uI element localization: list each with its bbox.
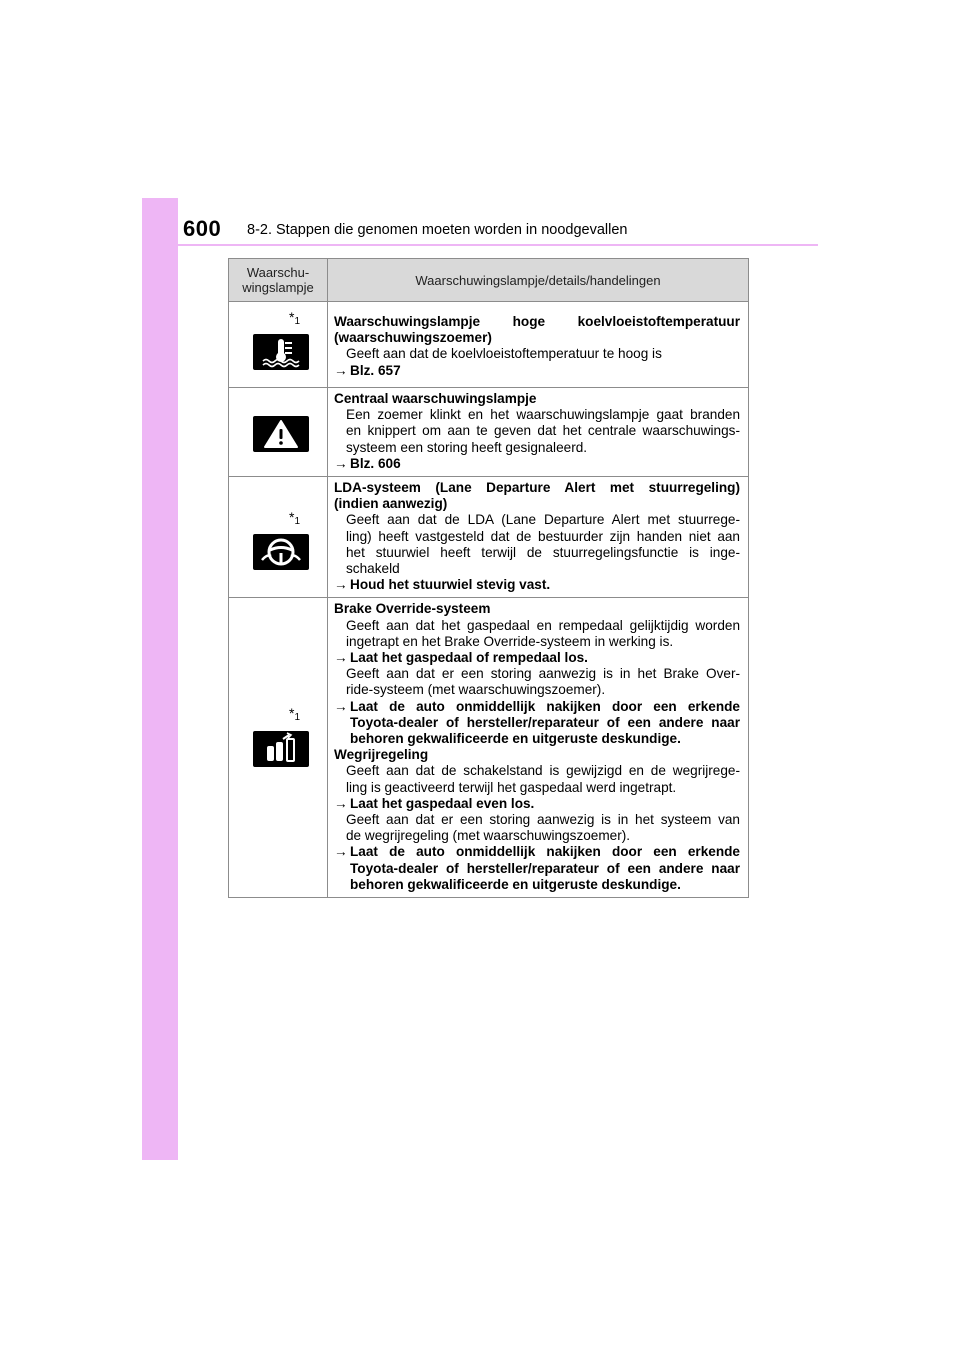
lamp-title: Wegrijregeling [334, 747, 429, 763]
lamp-text: Geeft aan dat de schakelstand is gewijzigd en de wegrijrege- [346, 763, 740, 779]
lamp-action: Toyota-dealer of hersteller/reparateur of een andere naar [350, 860, 740, 876]
section-title: 8-2. Stappen die genomen moeten worden in noodgevallen [247, 222, 628, 238]
lamp-cell [229, 598, 328, 898]
col-header-lamp: Waarschu- wingslampje [229, 259, 328, 302]
lamp-title: LDA-systeem (Lane Departure Alert met stuurregeling) [334, 480, 740, 496]
lamp-action: → Blz. 606 [334, 455, 401, 471]
lamp-text: ling) heeft vastgesteld dat de bestuurder zijn handen niet aan [346, 528, 740, 544]
table-row [229, 598, 749, 898]
lamp-action: → Laat de auto onmiddellijk nakijken door een erkende [334, 844, 740, 860]
lamp-title: Centraal waarschuwingslampje [334, 391, 537, 406]
lamp-action: → Laat het gaspedaal even los. [334, 795, 535, 811]
lamp-action: → Laat de auto onmiddellijk nakijken door een erkende [334, 698, 740, 714]
lamp-description [328, 598, 749, 898]
lamp-title: Brake Override-systeem [334, 601, 491, 617]
footnote-mark: $*_1$ [289, 705, 301, 724]
lamp-action: → Houd het stuurwiel stevig vast. [334, 577, 551, 593]
lamp-description [328, 388, 749, 477]
lamp-text: Geeft aan dat er een storing aanwezig is in het Brake Over- [346, 666, 740, 682]
lamp-text: Geeft aan dat de koelvloeistoftemperatuur te hoog is [346, 346, 662, 362]
header-rule [142, 244, 818, 246]
page-number: 600 [183, 216, 222, 241]
lamp-cell [229, 302, 328, 388]
lamp-action: behoren gekwalificeerde en uitgeruste deskundige. [350, 731, 681, 747]
lamp-text: systeem een storing heeft gesignaleerd. [346, 439, 588, 455]
table-row [229, 388, 749, 477]
lamp-text: ling is geactiveerd terwijl het gaspedaal werd ingetrapt. [346, 779, 677, 795]
lamp-description [328, 302, 749, 388]
lamp-text: en knippert om aan te geven dat het centrale waarschuwings- [346, 423, 740, 439]
col-header-details: Waarschuwingslampje/details/handelingen [328, 259, 749, 302]
lda-steering-wheel-icon [253, 534, 309, 570]
lamp-description [328, 477, 749, 598]
lamp-text: Geeft aan dat het gaspedaal en rempedaal gelijktijdig worden [346, 617, 740, 633]
warning-lamp-table [228, 258, 749, 898]
lamp-title: (indien aanwezig) [334, 496, 448, 512]
lamp-text: schakeld [346, 561, 400, 577]
lamp-text: de wegrijregeling (met waarschuwingszoemer). [346, 828, 631, 844]
lamp-title: Waarschuwingslampje hoge koelvloeistoftemperatuur [334, 314, 740, 329]
lamp-text: ride-systeem (met waarschuwingszoemer). [346, 682, 606, 698]
table-row [229, 302, 749, 388]
chapter-side-tab [142, 198, 178, 1160]
lamp-text: Een zoemer klinkt en het waarschuwingslampje gaat branden [346, 407, 740, 423]
footnote-mark: $*_1$ [289, 509, 301, 528]
table-row [229, 477, 749, 598]
table-header-row [229, 259, 749, 302]
footnote-mark: $*_1$ [289, 309, 301, 327]
lamp-text: Geeft aan dat er een storing aanwezig is in het systeem van [346, 812, 740, 828]
lamp-text: ingetrapt en het Brake Override-systeem in werking is. [346, 633, 674, 649]
lamp-action: → Blz. 657 [334, 362, 401, 378]
lamp-title: (waarschuwingszoemer) [334, 330, 492, 346]
lamp-text: Geeft aan dat de LDA (Lane Departure Alert met stuurrege- [346, 512, 740, 528]
lamp-action: → Laat het gaspedaal of rempedaal los. [334, 650, 588, 666]
lamp-action: Toyota-dealer of hersteller/reparateur of een andere naar [350, 714, 740, 730]
lamp-cell [229, 477, 328, 598]
brake-override-icon [253, 731, 309, 767]
lamp-cell [229, 388, 328, 477]
coolant-temperature-icon [253, 334, 309, 370]
lamp-action: behoren gekwalificeerde en uitgeruste deskundige. [350, 876, 681, 892]
master-warning-icon [253, 416, 309, 452]
lamp-text: het stuurwiel heeft terwijl de stuurregelingsfunctie is inge- [346, 544, 740, 560]
